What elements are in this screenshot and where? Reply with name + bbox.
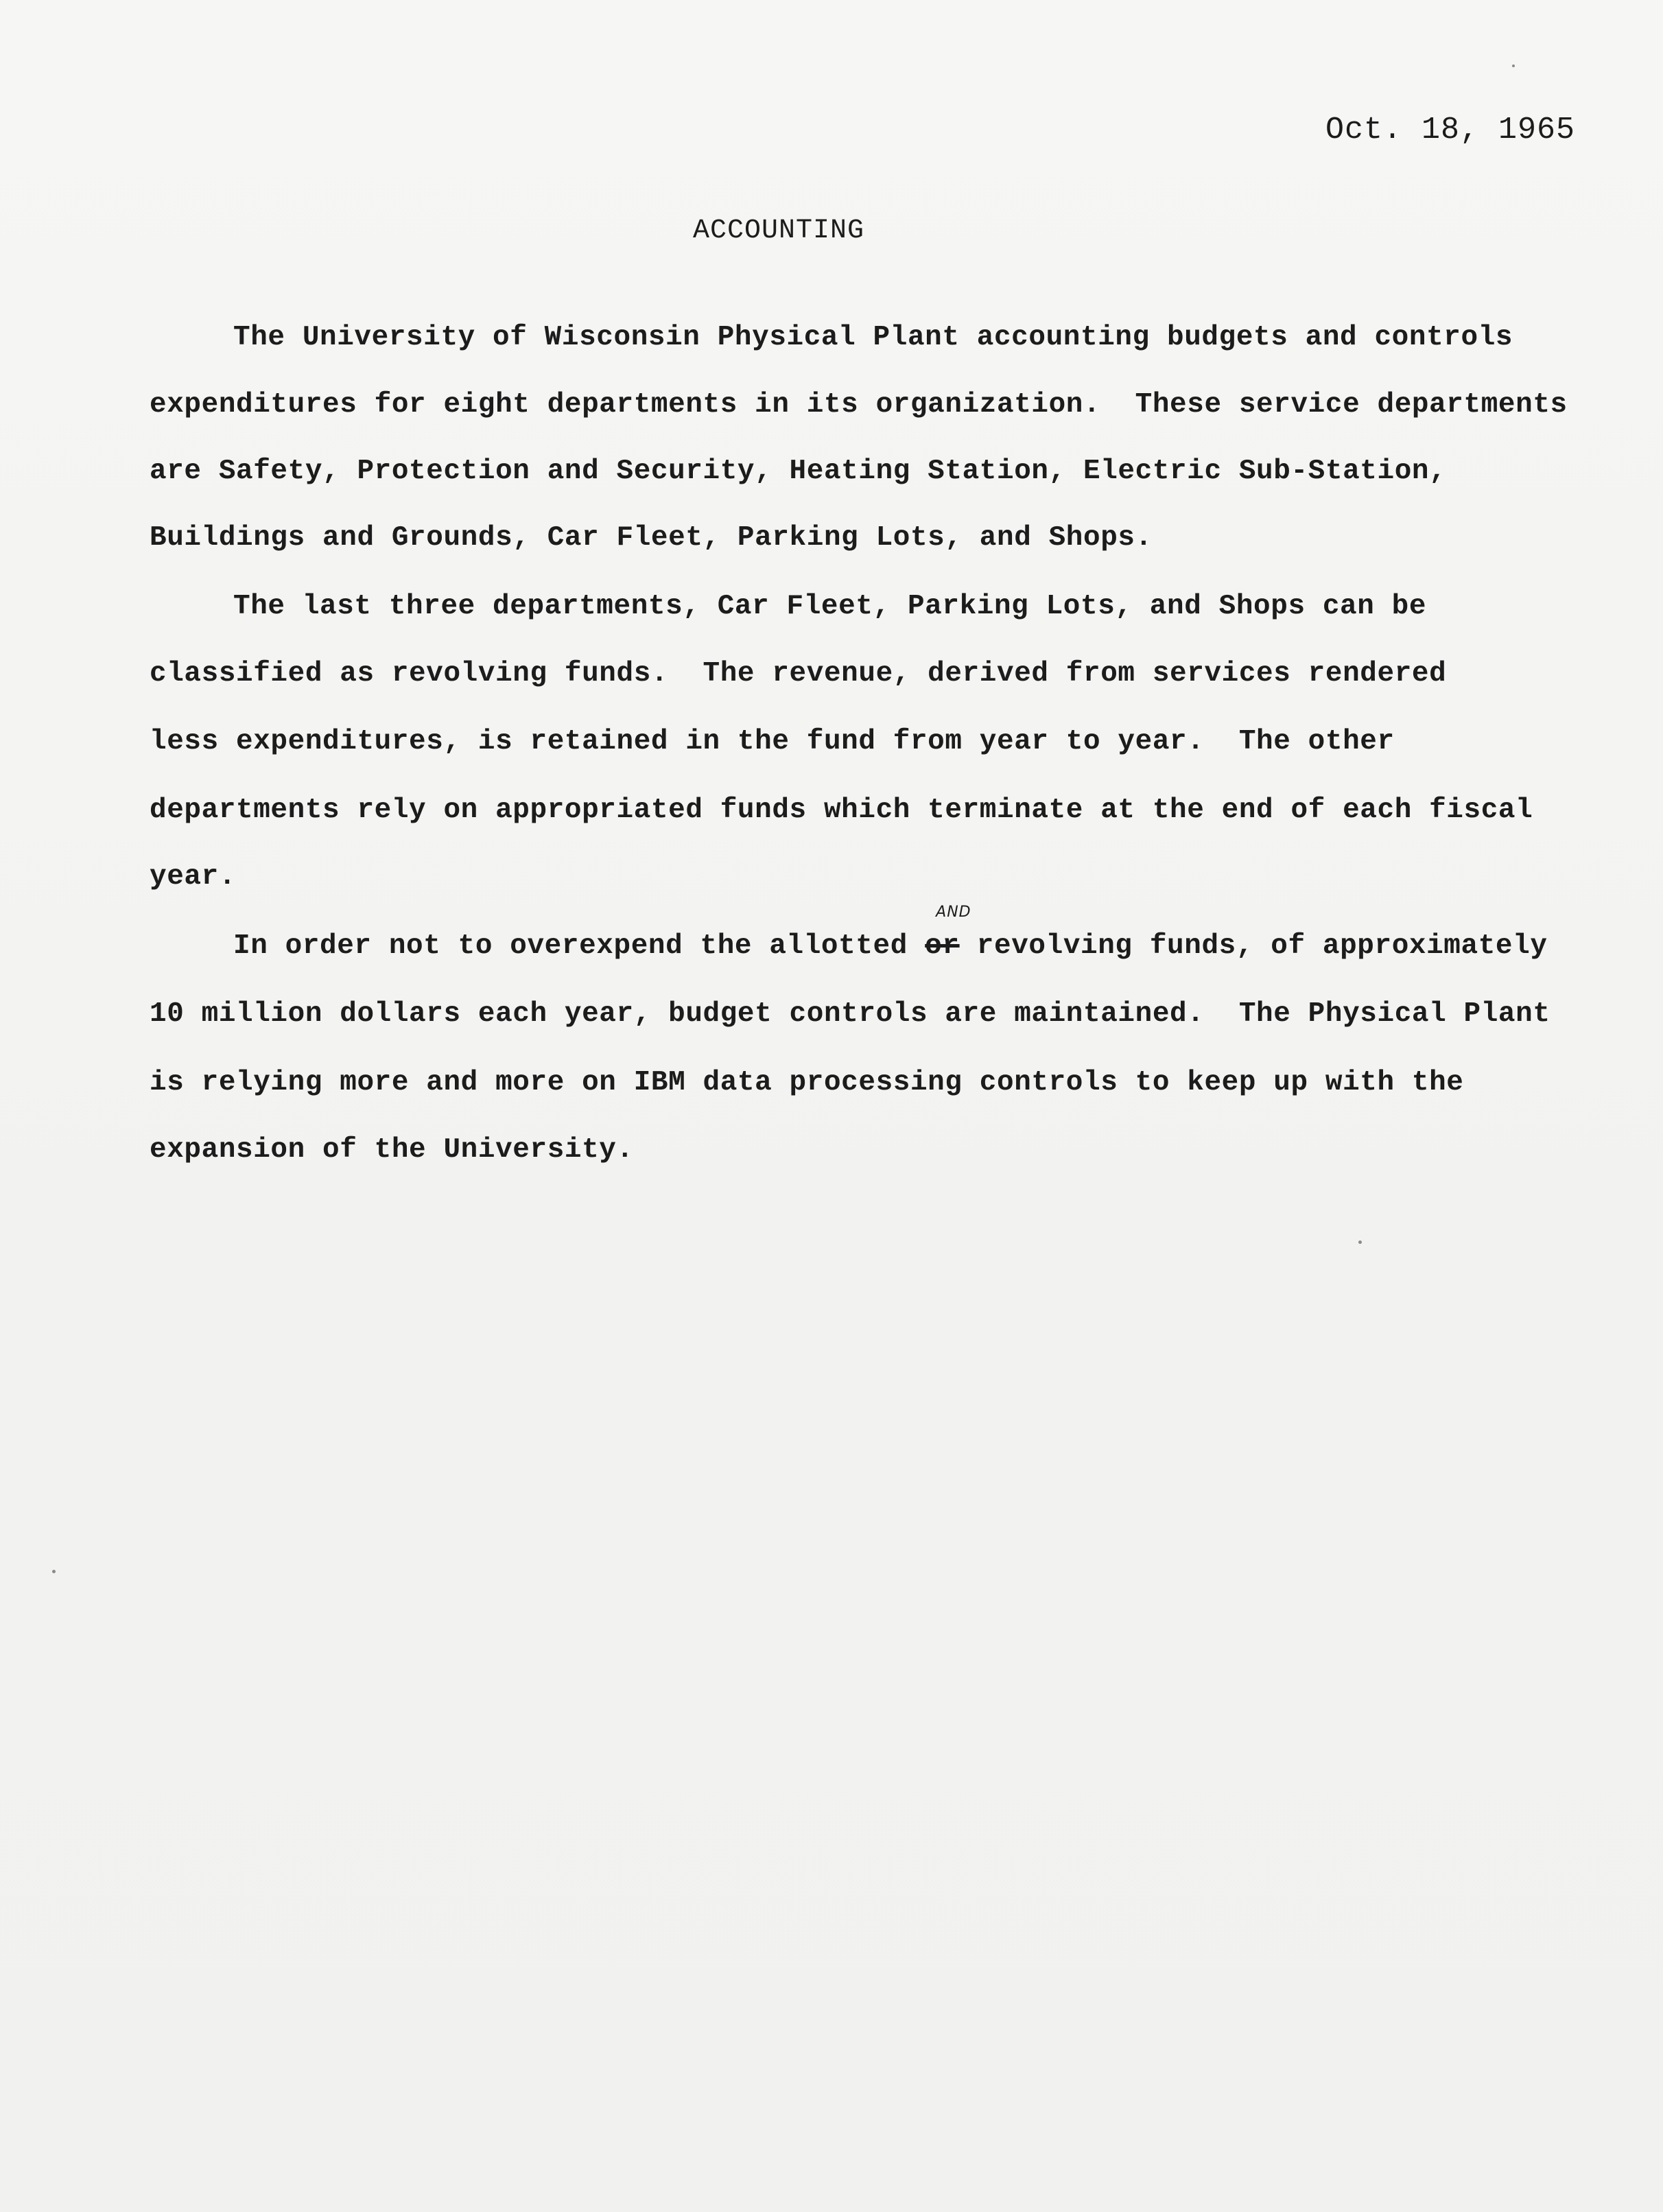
body-line: year. xyxy=(150,861,237,893)
document-title: ACCOUNTING xyxy=(693,215,865,246)
body-line-corrected xyxy=(233,904,1548,962)
struck-word: or xyxy=(925,930,960,962)
document-date: Oct. 18, 1965 xyxy=(1325,113,1576,148)
body-line: The last three departments, Car Fleet, Parking Lots, and Shops can be xyxy=(233,591,1427,622)
body-line: departments rely on appropriated funds which terminate at the end of each fiscal xyxy=(150,795,1533,826)
body-line: are Safety, Protection and Security, Heating Station, Electric Sub-Station, xyxy=(150,456,1447,487)
body-line: expenditures for eight departments in its organization. These service departments xyxy=(150,389,1568,421)
paper-speck xyxy=(1512,64,1515,67)
body-line: Buildings and Grounds, Car Fleet, Parking Lots, and Shops. xyxy=(150,522,1153,554)
body-line: 10 million dollars each year, budget controls are maintained. The Physical Plant xyxy=(150,998,1550,1030)
handwritten-insertion: AND xyxy=(936,904,971,921)
handwritten-correction xyxy=(925,904,971,962)
line-prefix: In order not to overexpend the allotted xyxy=(233,930,925,962)
body-line: less expenditures, is retained in the fund from year to year. The other xyxy=(150,726,1395,757)
body-line: classified as revolving funds. The revenue, derived from services rendered xyxy=(150,658,1447,690)
body-line: is relying more and more on IBM data processing controls to keep up with the xyxy=(150,1067,1464,1098)
line-suffix: revolving funds, of approximately xyxy=(959,930,1548,962)
body-line: expansion of the University. xyxy=(150,1134,634,1166)
body-line: The University of Wisconsin Physical Plant accounting budgets and controls xyxy=(233,322,1513,353)
paper-speck xyxy=(1358,1240,1362,1244)
paper-speck xyxy=(52,1570,56,1573)
